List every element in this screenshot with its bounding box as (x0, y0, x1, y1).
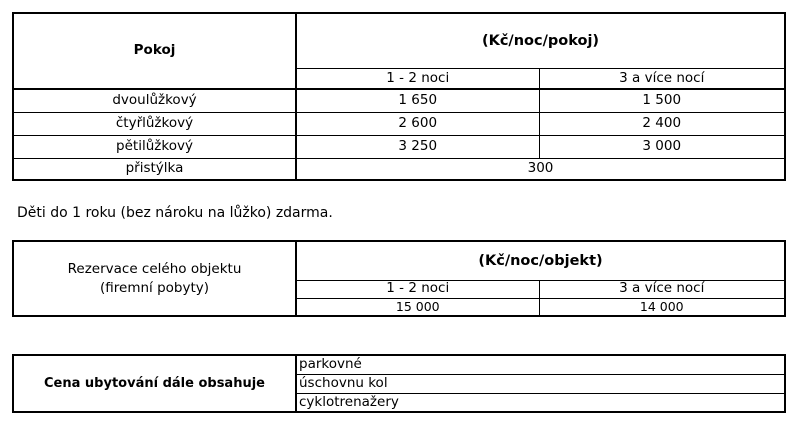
col-short-stay: 1 - 2 noci (296, 68, 539, 89)
includes-item-bike-storage: úschovnu kol (296, 374, 785, 393)
includes-label: Cena ubytování dále obsahuje (13, 355, 296, 412)
extra-bed-label: přistýlka (13, 158, 296, 180)
room-header: Pokoj (13, 13, 296, 89)
object-col-long: 3 a více nocí (539, 280, 785, 298)
price-short: 1 650 (296, 89, 539, 112)
room-unit-header: (Kč/noc/pokoj) (296, 13, 785, 68)
extra-bed-price: 300 (296, 158, 785, 180)
includes-table (12, 354, 786, 413)
whole-object-label-line1: Rezervace celého objektu (67, 261, 242, 278)
price-short: 2 600 (296, 112, 539, 135)
whole-object-label (13, 241, 296, 316)
object-col-short: 1 - 2 noci (296, 280, 539, 298)
whole-object-label-line2: (firemní pobyty) (99, 279, 209, 296)
children-note: Děti do 1 roku (bez nároku na lůžko) zdarma. (17, 205, 333, 221)
whole-object-table (12, 240, 786, 317)
room-price-table (12, 12, 786, 181)
room-type: dvoulůžkový (13, 89, 296, 112)
object-price-long: 14 000 (539, 298, 785, 316)
room-type: čtyřlůžkový (13, 112, 296, 135)
price-short: 3 250 (296, 135, 539, 158)
price-long: 2 400 (539, 112, 785, 135)
includes-item-bike-trainers: cyklotrenažery (296, 393, 785, 412)
price-long: 3 000 (539, 135, 785, 158)
room-type: pětilůžkový (13, 135, 296, 158)
col-long-stay: 3 a více nocí (539, 68, 785, 89)
price-long: 1 500 (539, 89, 785, 112)
includes-item-parking: parkovné (296, 355, 785, 374)
object-price-short: 15 000 (296, 298, 539, 316)
object-unit-header: (Kč/noc/objekt) (296, 241, 785, 280)
